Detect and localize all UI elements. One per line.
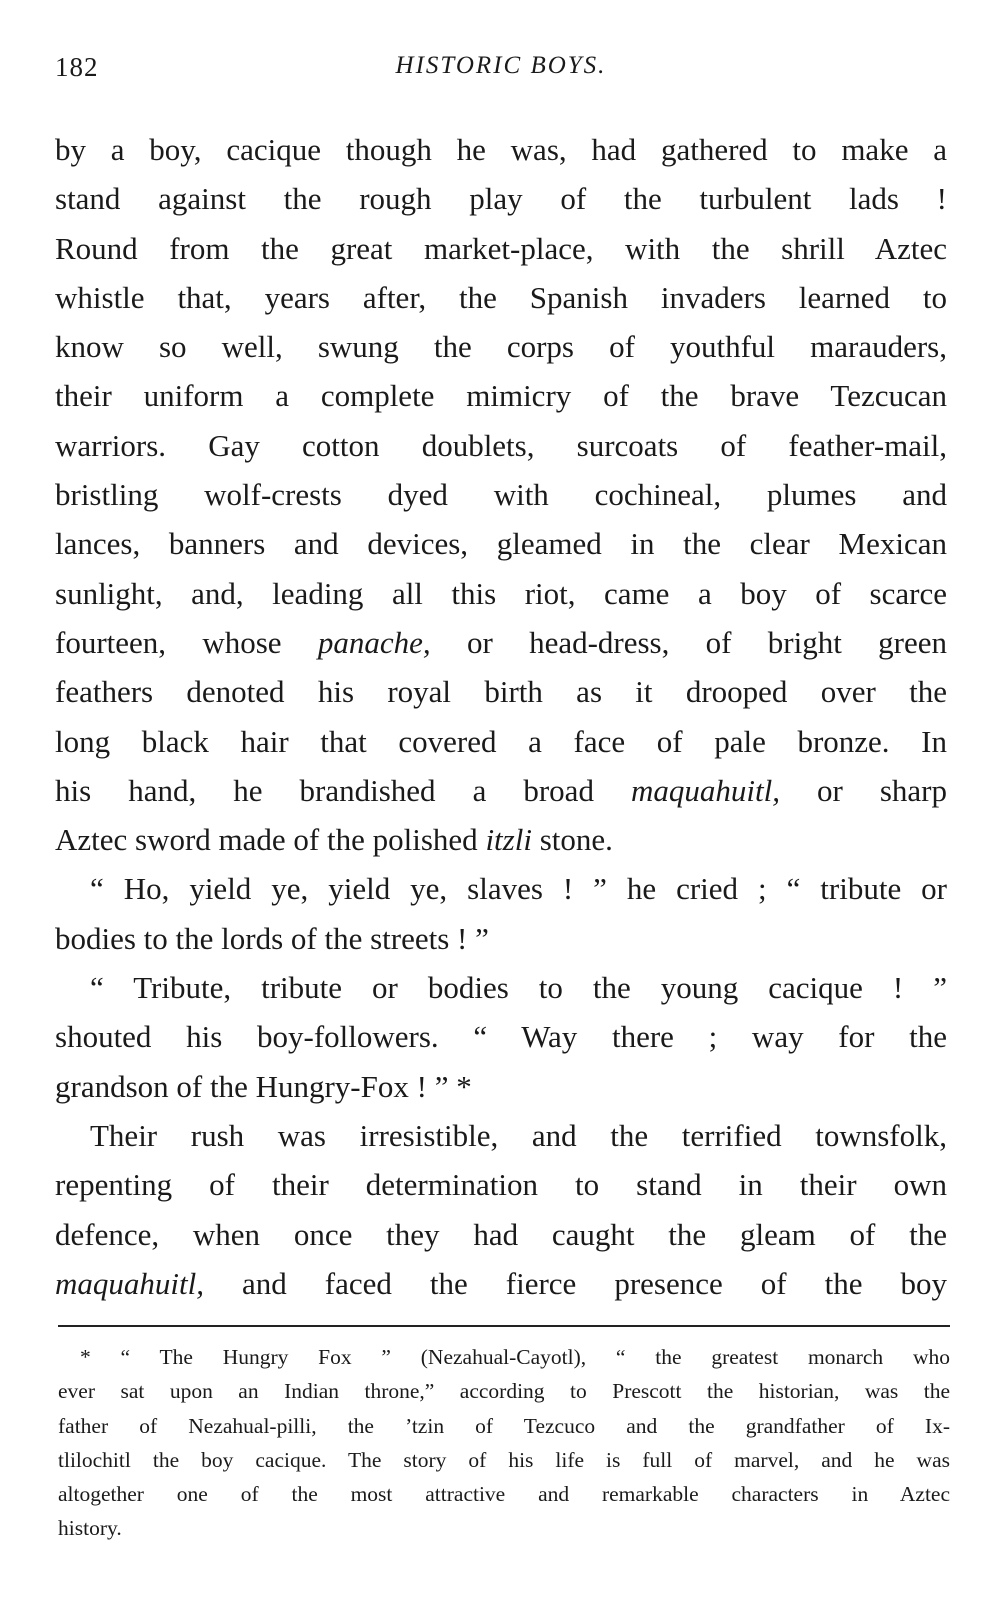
text-line: long black hair that covered a face of pale bronze. In bbox=[55, 723, 947, 759]
text-line: their uniform a complete mimicry of the brave Tezcucan bbox=[55, 378, 947, 414]
text-line: Round from the great market-place, with the shrill Aztec bbox=[55, 230, 947, 266]
text-line: bristling wolf-crests dyed with cochineal, plumes and bbox=[55, 477, 947, 513]
page-header bbox=[55, 52, 947, 92]
text-segment: fourteen, whose bbox=[55, 624, 318, 660]
footnote-line: ever sat upon an Indian throne,” according to Prescott the historian, was the bbox=[58, 1379, 950, 1404]
text-segment: and faced the fierce presence of the boy bbox=[203, 1265, 947, 1301]
running-title: HISTORIC BOYS. bbox=[395, 52, 607, 79]
text-line: bodies to the lords of the streets ! ” bbox=[55, 920, 489, 956]
italic-term: panache, bbox=[317, 624, 431, 660]
text-line: Their rush was irresistible, and the terrified townsfolk, bbox=[90, 1117, 947, 1153]
text-line: “ Tribute, tribute or bodies to the young cacique ! ” bbox=[90, 970, 947, 1006]
text-line: lances, banners and devices, gleamed in the clear Mexican bbox=[55, 526, 947, 562]
page-number: 182 bbox=[55, 52, 99, 82]
footnote-line: history. bbox=[58, 1516, 122, 1541]
text-line: stand against the rough play of the turbulent lads ! bbox=[55, 181, 947, 217]
text-line: feathers denoted his royal birth as it drooped over the bbox=[55, 674, 947, 710]
text-segment: Aztec sword made of the polished bbox=[55, 822, 486, 858]
text-line: by a boy, cacique though he was, had gathered to make a bbox=[55, 132, 947, 167]
text-line: shouted his boy-followers. “ Way there ; way for the bbox=[55, 1019, 947, 1055]
footnote-line: father of Nezahual-pilli, the ’tzin of Tezcuco and the grandfather of Ix- bbox=[58, 1413, 950, 1438]
text-segment: stone. bbox=[531, 822, 613, 858]
text-segment: his hand, he brandished a broad bbox=[55, 772, 631, 808]
text-segment: or sharp bbox=[779, 772, 947, 808]
footnote bbox=[58, 1340, 950, 1546]
text-line bbox=[55, 618, 947, 667]
text-line: warriors. Gay cotton doublets, surcoats of feather-mail, bbox=[55, 427, 947, 463]
text-line: know so well, swung the corps of youthful marauders, bbox=[55, 329, 947, 365]
text-line: defence, when once they had caught the gleam of the bbox=[55, 1216, 947, 1252]
footnote-rule bbox=[58, 1325, 950, 1327]
italic-term: maquahuitl, bbox=[630, 772, 780, 808]
footnote-line: altogether one of the most attractive and remarkable characters in Aztec bbox=[58, 1482, 950, 1507]
text-line: repenting of their determination to stand in their own bbox=[55, 1167, 947, 1203]
footnote-line: tlilochitl the boy cacique. The story of his life is full of marvel, and he was bbox=[58, 1447, 950, 1472]
italic-term: maquahuitl, bbox=[55, 1265, 204, 1301]
italic-term: itzli bbox=[485, 822, 532, 858]
text-line: whistle that, years after, the Spanish invaders learned to bbox=[55, 279, 947, 315]
text-line: grandson of the Hungry-Fox ! ” * bbox=[55, 1068, 472, 1104]
text-line bbox=[55, 815, 947, 864]
text-segment: or head-dress, of bright green bbox=[430, 624, 947, 660]
text-line bbox=[55, 766, 947, 815]
text-line bbox=[55, 1259, 947, 1308]
footnote-line: * “ The Hungry Fox ” (Nezahual-Cayotl), “ the greatest monarch who bbox=[80, 1345, 950, 1369]
text-line: sunlight, and, leading all this riot, came a boy of scarce bbox=[55, 575, 947, 611]
text-line: “ Ho, yield ye, yield ye, slaves ! ” he cried ; “ tribute or bbox=[90, 871, 947, 907]
body-text bbox=[55, 125, 947, 1308]
